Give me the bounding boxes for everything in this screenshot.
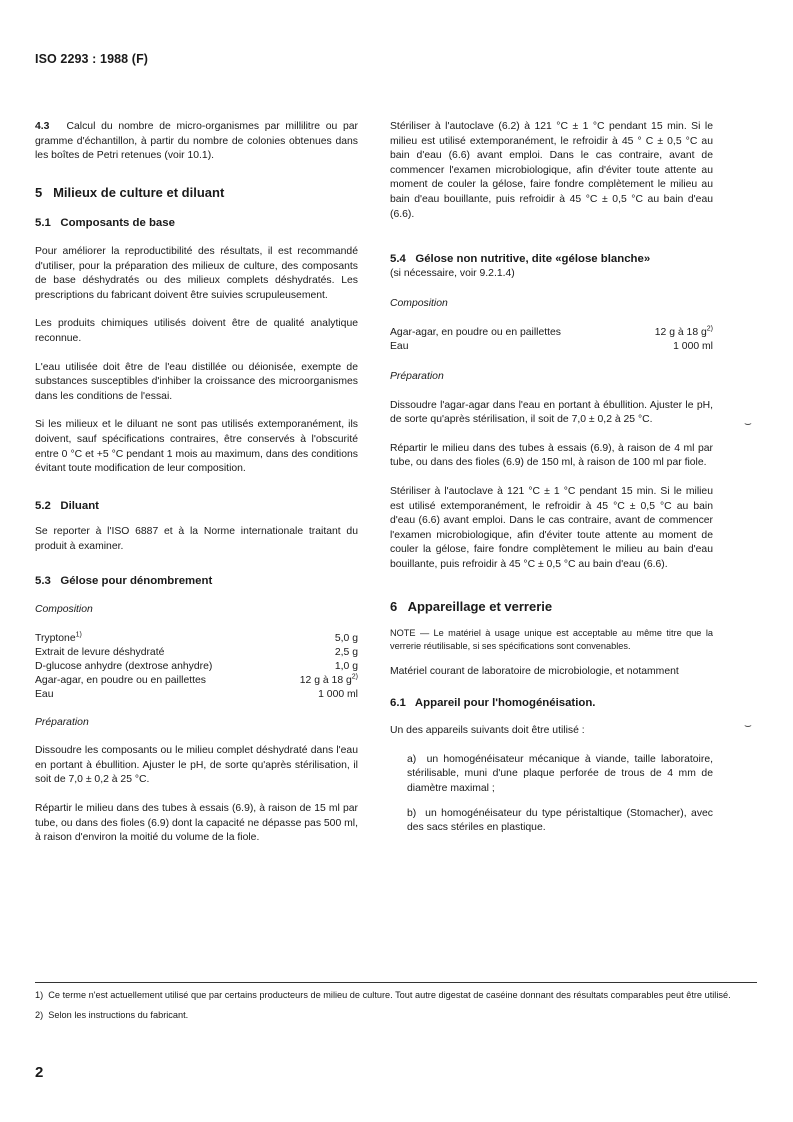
footnotes bbox=[35, 982, 735, 1022]
section-6-1-title: Appareil pour l'homogénéisation. bbox=[414, 696, 596, 709]
section-6-note: NOTE — Le matériel à usage unique est acceptable au même titre que la verrerie réutilisable, si ses spécifications sont convenables. bbox=[390, 628, 713, 652]
composition-row bbox=[35, 674, 358, 688]
section-5-3-title: Gélose pour dénombrement bbox=[60, 575, 213, 588]
composition-row bbox=[35, 688, 358, 702]
section-5-4-number: 5.4 bbox=[390, 253, 406, 266]
section-5-2-heading bbox=[35, 499, 358, 514]
footnote-ref: 2) bbox=[706, 325, 713, 333]
ingredient-quantity: 12 g à 18 $g^{2)}$ bbox=[299, 673, 358, 686]
ingredient-name: Agar-agar, en poudre ou en paillettes bbox=[390, 326, 561, 338]
right-column bbox=[390, 120, 713, 836]
section-5-title: Milieux de culture et diluant bbox=[53, 184, 225, 200]
section-5-2-number: 5.2 bbox=[35, 499, 51, 512]
section-5-3-preparation-paragraph-1: Dissoudre les composants ou le milieu complet déshydraté dans l'eau en portant à ébullition. Ajuster le pH, de sorte qu'après stérilisation, il soit de 7,0 ± 0,2 à 25 °C. bbox=[35, 745, 358, 786]
ingredient-quantity: 1 000 ml bbox=[673, 340, 713, 352]
section-6-1-heading bbox=[390, 696, 713, 711]
section-5-4-preparation-paragraph-3: Stériliser à l'autoclave à 121 °C ± 1 °C pendant 15 min. Si le milieu est utilisé extemporanément, le refroidir à 45 °C ± 0,5 °C au bain d'eau (6.6) avant emploi. Dans le cas contraire, avant de commencer l'examen microbiologique, afin d'éviter toute attente au moment de couler la gélose, faire fondre complètement le milieu au bain d'eau bouillante, puis refroidir à 45 °C ± 0,5 °C au bain d'eau (6.6). bbox=[390, 485, 713, 570]
section-5-heading bbox=[35, 186, 358, 201]
composition-row bbox=[390, 340, 713, 354]
section-6-1-paragraph: Un des appareils suivants doit être utilisé : bbox=[390, 725, 585, 737]
section-5-2-title: Diluant bbox=[60, 499, 99, 512]
list-item bbox=[390, 807, 713, 836]
list-item-text: un homogénéisateur mécanique à viande, taille laboratoire, stérilisable, muni d'une plaque perforée de trous de 4 mm de diamètre maximal ; bbox=[407, 753, 713, 795]
section-5-1-paragraph-1: Pour améliorer la reproductibilité des résultats, il est recommandé d'utiliser, pour la préparation des milieux de culture, des composants de base déshydratés ou des milieux complets déshydratés. Les prescriptions du fabricant doivent être suivies scrupuleusement. bbox=[35, 245, 358, 301]
section-5-4-preparation-paragraph-2: Répartir le milieu dans des tubes à essais (6.9), à raison de 4 ml par tube, ou dans des fioles (6.9) de 150 ml, à raison de 100 ml par fiole. bbox=[390, 442, 713, 469]
footnote-divider bbox=[35, 982, 757, 983]
section-5-3-composition-table bbox=[35, 632, 358, 702]
section-4-3-number: 4.3 bbox=[35, 121, 50, 132]
section-5-3-sterilisation-paragraph: Stériliser à l'autoclave (6.2) à 121 °C ± 1 °C pendant 15 min. Si le milieu est utilisé extemporanément, le refroidir à 45 ° C ± 0,5 °C au bain d'eau (6.6) avant emploi. Dans le cas contraire, avant de commencer l'examen microbiologique, afin d'éviter toute attente au moment de couler la gélose, faire fondre complètement le milieu au bain d'eau bouillante, puis refroidir à 45 °C ± 0,5 °C au bain d'eau (6.6). bbox=[390, 121, 713, 220]
section-5-3-composition-label: Composition bbox=[35, 604, 93, 616]
section-5-1-heading bbox=[35, 216, 358, 231]
section-6-heading bbox=[390, 600, 713, 615]
section-6-1-number: 6.1 bbox=[390, 696, 406, 709]
section-5-3-preparation-label: Préparation bbox=[35, 716, 89, 728]
section-5-4-title: Gélose non nutritive, dite «gélose blanche» bbox=[415, 253, 651, 266]
section-5-3-number: 5.3 bbox=[35, 575, 51, 588]
section-6-number: 6 bbox=[390, 599, 398, 615]
footnote-ref: 1) bbox=[75, 631, 82, 639]
document-id: ISO 2293 : 1988 (F) bbox=[35, 52, 149, 66]
footnote-ref: 2) bbox=[351, 673, 358, 681]
footnote-label: 2) bbox=[35, 1010, 44, 1020]
section-6-paragraph: Matériel courant de laboratoire de microbiologie, et notamment bbox=[390, 666, 679, 678]
composition-row bbox=[390, 326, 713, 340]
ingredient-quantity: 1 000 ml bbox=[318, 688, 358, 700]
margin-mark: ⌣ bbox=[744, 416, 752, 430]
ingredient-quantity: 2,5 g bbox=[334, 646, 358, 658]
section-5-4-composition-label: Composition bbox=[390, 298, 448, 310]
composition-row bbox=[35, 632, 358, 646]
section-5-number: 5 bbox=[35, 184, 43, 200]
section-5-2-paragraph: Se reporter à l'ISO 6887 et à la Norme internationale traitant du produit à examiner. bbox=[35, 526, 358, 552]
section-5-4-preparation-label: Préparation bbox=[390, 370, 444, 382]
ingredient-name: Extrait de levure déshydraté bbox=[35, 646, 165, 658]
ingredient-name: Eau bbox=[35, 688, 54, 700]
section-5-4-composition-table bbox=[390, 326, 713, 354]
section-5-1-number: 5.1 bbox=[35, 217, 51, 230]
section-5-1-paragraph-4: Si les milieux et le diluant ne sont pas utilisés extemporanément, ils doivent, sauf spécifications contraires, être conservés à l'obscurité entre 0 °C et +5 °C pendant 1 mois au maximum, dans des conditions évitant toute modification de leur composition. bbox=[35, 419, 358, 475]
section-5-3-heading bbox=[35, 574, 358, 589]
ingredient-name: Eau bbox=[390, 340, 409, 352]
margin-mark: ⌣ bbox=[744, 718, 752, 732]
section-5-4-heading bbox=[390, 252, 713, 267]
footnote-label: 1) bbox=[35, 990, 44, 1000]
ingredient-name: Agar-agar, en poudre ou en paillettes bbox=[35, 674, 206, 686]
footnote-text: Selon les instructions du fabricant. bbox=[48, 1010, 189, 1020]
footnote-1 bbox=[35, 988, 736, 1002]
section-6-title: Appareillage et verrerie bbox=[407, 599, 553, 615]
ingredient-name: D-glucose anhydre (dextrose anhydre) bbox=[35, 660, 213, 672]
list-item bbox=[390, 753, 713, 797]
footnote-text: Ce terme n'est actuellement utilisé que par certains producteurs de milieu de culture. Tout autre digestat de caséine donnant des résultats comparables peut être utilisé. bbox=[48, 990, 731, 1000]
composition-row bbox=[35, 660, 358, 674]
ingredient-quantity: 5,0 g bbox=[334, 632, 358, 644]
composition-row bbox=[35, 646, 358, 660]
list-item-label: b) bbox=[407, 807, 417, 819]
ingredient-quantity: 1,0 g bbox=[334, 660, 358, 672]
section-5-3-preparation-paragraph-2: Répartir le milieu dans des tubes à essais (6.9), à raison de 15 ml par tube, ou dans des fioles (6.9) dont la capacité ne dépasse pas 500 ml, à raison d'environ la moitié du volume de la fiole. bbox=[35, 803, 358, 844]
list-item-text: un homogénéisateur du type péristaltique (Stomacher), avec des sacs stériles en plastique. bbox=[407, 807, 713, 834]
section-5-4-subtitle: (si nécessaire, voir 9.2.1.4) bbox=[390, 267, 515, 279]
section-5-1-paragraph-3: L'eau utilisée doit être de l'eau distillée ou déionisée, exempte de substances susceptibles d'inhiber la croissance des microorganismes dans les conditions de l'essai. bbox=[35, 361, 358, 402]
left-column bbox=[35, 120, 358, 846]
page-number: 2 bbox=[35, 1064, 44, 1081]
section-4-3 bbox=[35, 120, 358, 164]
ingredient-name: Tryptone$^{1)}$ bbox=[35, 631, 82, 644]
section-5-1-title: Composants de base bbox=[60, 217, 175, 230]
list-item-label: a) bbox=[407, 753, 417, 765]
section-4-3-text: Calcul du nombre de micro-organismes par millilitre ou par gramme d'échantillon, à partir du nombre de colonies obtenues dans les boîtes de Petri retenues (voir 10.1). bbox=[35, 121, 358, 162]
footnote-2 bbox=[35, 1008, 735, 1022]
ingredient-quantity: 12 g à 18 $g^{2)}$ bbox=[654, 325, 713, 338]
section-5-1-paragraph-2: Les produits chimiques utilisés doivent être de qualité analytique reconnue. bbox=[35, 318, 358, 344]
section-5-4-preparation-paragraph-1: Dissoudre l'agar-agar dans l'eau en portant à ébullition. Ajuster le pH, de sorte qu'après stérilisation, il soit de 7,0 ± 0,2 à 25 °C. bbox=[390, 399, 713, 426]
